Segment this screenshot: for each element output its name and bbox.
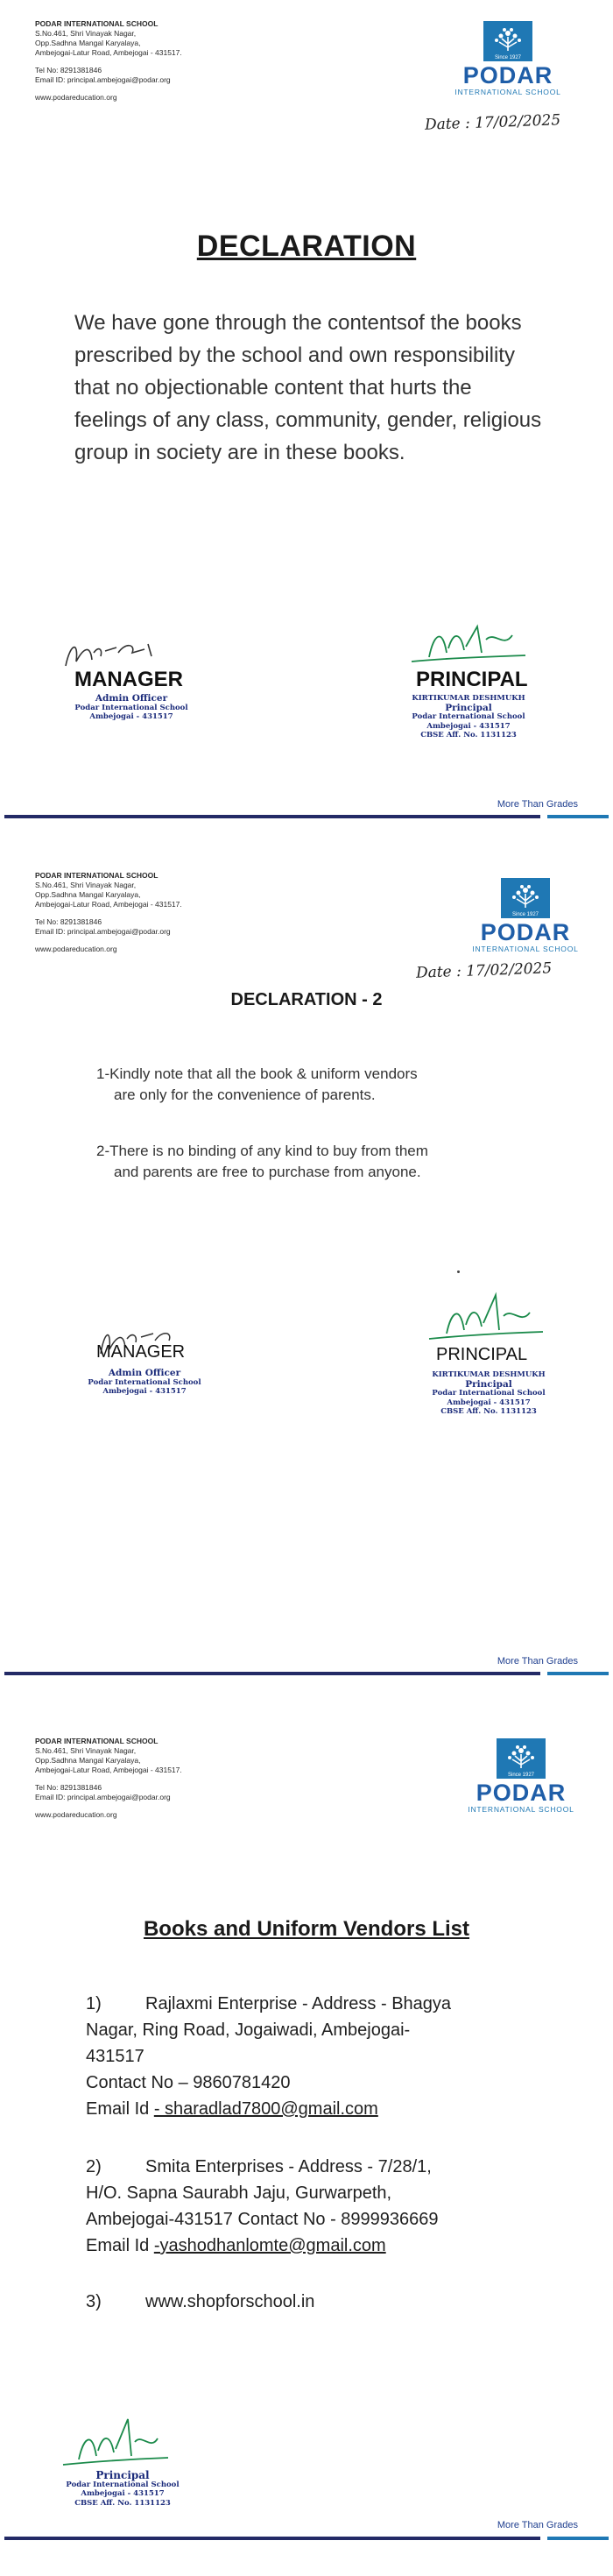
principal-details [398,694,539,740]
brand-name: PODAR [480,919,571,945]
principal-signature [420,1288,552,1349]
school-tel: Tel No: 8291381846 [35,917,102,926]
declaration-body: We have gone through the contentsof the books prescribed by the school and own responsibility that no objectionable content that hurts the feelings of any class, community, gender, religious group in society are in these books. [74,311,542,464]
declaration-title: DECLARATION [196,230,417,263]
brand-name: PODAR [476,1780,567,1806]
principal-name: KIRTIKUMAR DESHMUKH [432,1370,546,1379]
vendor-email-label: Email Id [86,2099,154,2119]
principal-affiliation: CBSE Aff. No. 1131123 [440,1407,537,1416]
address-line: Ambejogai-Latur Road, Ambejogai - 431517. [35,1766,182,1774]
manager-role: MANAGER [74,668,183,691]
declaration-item-line: 2-There is no binding of any kind to buy from them [96,1143,428,1159]
tree-emblem-icon [501,878,550,918]
scan-speck [457,1270,460,1273]
school-name: PODAR INTERNATIONAL SCHOOL [35,871,159,880]
vendor-contact: Contact No – 9860781420 [86,2073,291,2092]
principal-role: PRINCIPAL [436,1345,528,1364]
vendor-item [86,1991,576,2122]
address-line: Ambejogai-Latur Road, Ambejogai - 431517. [35,48,182,57]
manager-place: Ambejogai - 431517 [89,712,173,721]
brand-subtitle: INTERNATIONAL SCHOOL [454,88,561,96]
brand-subtitle: INTERNATIONAL SCHOOL [472,945,579,953]
since-label: Since 1927 [511,912,539,917]
manager-school: Podar International School [88,1377,201,1387]
tree-emblem-icon [497,1738,546,1779]
vendor-email-link[interactable]: -yashodhanlomte@gmail.com [153,2236,386,2255]
principal-signature [54,2414,177,2475]
vendor-website-link[interactable]: www.shopforschool.in [145,2292,315,2311]
school-address-block [35,19,182,103]
principal-place: Ambejogai - 431517 [447,1398,531,1407]
school-website: www.podareducation.org [35,945,117,953]
podar-logo [460,878,591,953]
page-1 [0,0,613,841]
since-label: Since 1927 [507,1773,535,1778]
declaration-item-line: are only for the convenience of parents. [114,1086,376,1103]
tree-emblem-icon [483,21,532,61]
vendors-list-title: Books and Uniform Vendors List [143,1917,470,1941]
podar-logo [455,1738,587,1814]
manager-school: Podar International School [74,703,188,712]
footer-bar [4,1672,609,1675]
vendor-number: 3) [86,2292,102,2311]
manager-title: Admin Officer [95,693,168,704]
address-line: Opp.Sadhna Mangal Karyalaya, [35,890,141,899]
address-line: Opp.Sadhna Mangal Karyalaya, [35,39,141,47]
brand-name: PODAR [462,62,553,88]
vendor-number: 1) [86,1994,102,2013]
principal-affiliation: CBSE Aff. No. 1131123 [74,2498,171,2508]
declaration-item-line: 1-Kindly note that all the book & uniform vendors [96,1065,418,1082]
address-line: S.No.461, Shri Vinayak Nagar, [35,29,137,38]
school-name: PODAR INTERNATIONAL SCHOOL [35,1737,159,1745]
principal-title: Principal [95,2469,150,2481]
manager-title: Admin Officer [108,1368,181,1378]
footer-tagline: More Than Grades [497,1656,578,1667]
vendor-line: Nagar, Ring Road, Jogaiwadi, Ambejogai- [86,2020,411,2040]
declaration-2-title: DECLARATION - 2 [230,990,383,1009]
footer-tagline: More Than Grades [497,799,578,810]
address-line: Opp.Sadhna Mangal Karyalaya, [35,1756,141,1765]
principal-place: Ambejogai - 431517 [81,2489,165,2498]
principal-name: KIRTIKUMAR DESHMUKH [412,694,525,703]
manager-role: MANAGER [96,1342,186,1362]
vendor-line: Rajlaxmi Enterprise - Address - Bhagya [145,1994,452,2013]
page-3 [0,1682,613,2576]
school-email: Email ID: principal.ambejogai@podar.org [35,75,171,84]
handwritten-date: Date : 17/02/2025 [415,959,553,982]
manager-place: Ambejogai - 431517 [102,1387,187,1396]
address-line: S.No.461, Shri Vinayak Nagar, [35,1746,137,1755]
school-email: Email ID: principal.ambejogai@podar.org [35,1793,171,1801]
school-website: www.podareducation.org [35,1810,117,1819]
school-address-block [35,1737,182,1820]
principal-title: Principal [465,1378,512,1390]
declaration-item [96,1141,569,1183]
principal-affiliation: CBSE Aff. No. 1131123 [420,731,517,740]
handwritten-date: Date : 17/02/2025 [424,111,561,134]
footer-bar [4,2537,609,2540]
principal-signature [403,613,534,675]
school-name: PODAR INTERNATIONAL SCHOOL [35,19,159,28]
principal-school: Podar International School [412,712,525,721]
podar-logo [442,21,574,96]
vendor-email-row [86,2233,576,2259]
brand-subtitle: INTERNATIONAL SCHOOL [468,1805,574,1814]
vendor-item [86,2289,576,2315]
vendor-line: 431517 [86,2047,144,2066]
principal-details [419,1370,559,1417]
address-line: S.No.461, Shri Vinayak Nagar, [35,881,137,889]
principal-details [53,2471,193,2508]
principal-place: Ambejogai - 431517 [426,721,511,731]
manager-details [83,1369,206,1397]
school-address-block [35,871,182,954]
page-2 [0,841,613,1682]
principal-title: Principal [445,702,492,713]
declaration-item [96,1064,569,1106]
declaration-item-line: and parents are free to purchase from anyone. [114,1164,421,1180]
school-website: www.podareducation.org [35,93,117,102]
vendor-number: 2) [86,2157,102,2176]
manager-details [70,694,193,722]
principal-school: Podar International School [66,2480,180,2489]
school-tel: Tel No: 8291381846 [35,1783,102,1792]
footer-tagline: More Than Grades [497,2520,578,2530]
since-label: Since 1927 [494,55,522,60]
school-email: Email ID: principal.ambejogai@podar.org [35,927,171,936]
school-tel: Tel No: 8291381846 [35,66,102,74]
vendor-line: H/O. Sapna Saurabh Jaju, Gurwarpeth, [86,2183,392,2203]
vendor-email-link[interactable]: - sharadlad7800@gmail.com [153,2099,378,2119]
vendor-email-label: Email Id [86,2236,154,2255]
address-line: Ambejogai-Latur Road, Ambejogai - 431517. [35,900,182,909]
vendor-line: Smita Enterprises - Address - 7/28/1, [145,2157,432,2176]
principal-role: PRINCIPAL [416,668,528,691]
principal-school: Podar International School [432,1389,546,1398]
vendor-line: Ambejogai-431517 Contact No - 8999936669 [86,2210,439,2229]
vendor-email-row [86,2096,576,2122]
vendor-item [86,2154,576,2259]
footer-bar [4,815,609,818]
